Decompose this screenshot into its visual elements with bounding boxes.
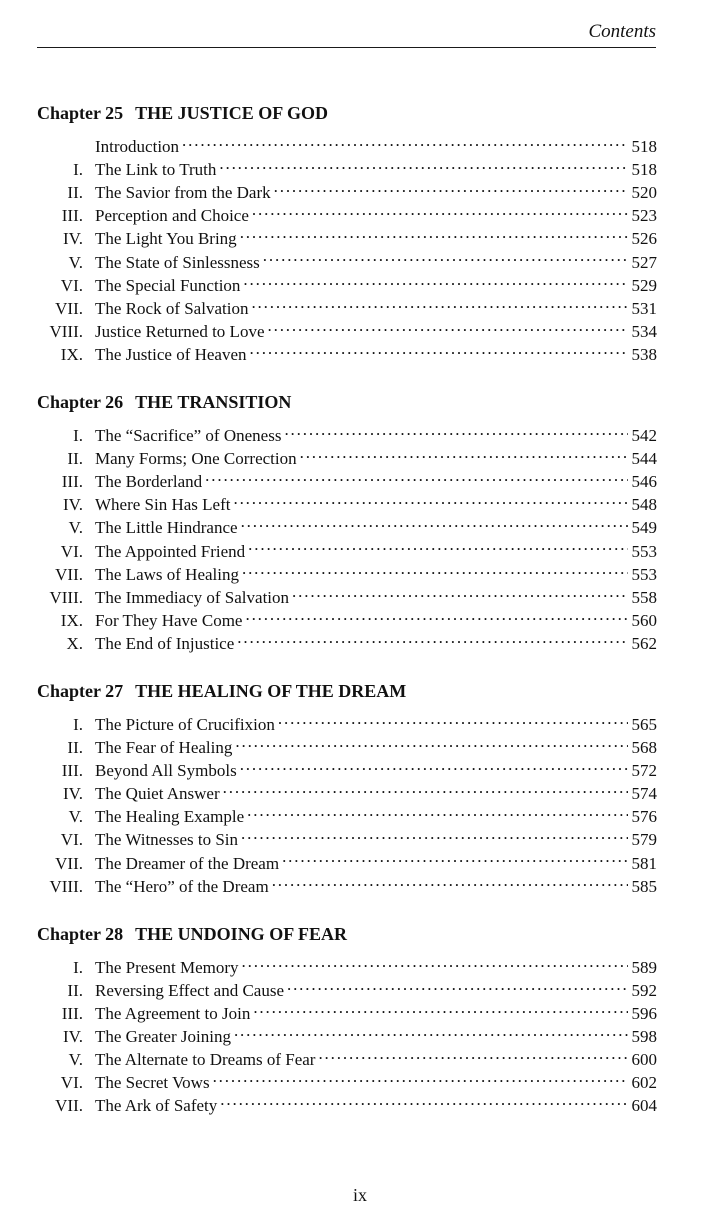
section-number: IX. [60,610,83,630]
section-number: I. [73,160,83,180]
page-reference: 576 [631,807,657,827]
dot-leader [182,129,628,152]
section-number: I. [73,957,83,977]
chapter-title: THE TRANSITION [135,391,292,412]
dot-leader [318,1042,628,1065]
dot-leader [243,268,628,291]
page-reference: 565 [631,714,657,734]
section-title: The State of Sinlessness [95,252,260,272]
section-number: II. [67,738,83,758]
section-title: The Immediacy of Salvation [95,587,290,607]
section-title: Many Forms; One Correction [95,449,297,469]
dot-leader [240,221,628,244]
chapter-section [37,390,657,653]
section-number: III. [61,206,83,226]
dot-leader [205,464,628,487]
toc-entry [37,707,657,734]
section-title: The Laws of Healing [95,564,239,584]
page-reference: 542 [631,426,657,446]
page-reference: 546 [631,472,657,492]
page-reference: 560 [631,610,657,630]
dot-leader [213,1065,628,1088]
section-title: The Picture of Crucifixion [95,714,275,734]
section-title: The Light You Bring [95,229,237,249]
dot-leader [241,510,628,533]
section-number: IV. [63,229,83,249]
page-reference: 527 [631,252,657,272]
dot-leader [263,244,628,267]
dot-leader [274,175,628,198]
chapter-section [37,679,657,896]
toc-entry [37,418,657,446]
dot-leader [251,291,628,314]
section-title: The End of Injustice [95,633,235,653]
section-number: V. [68,1050,83,1070]
section-title: Perception and Choice [95,206,249,226]
page-reference: 596 [631,1003,657,1023]
section-number: IX. [60,344,83,364]
dot-leader [268,314,629,337]
section-title: Beyond All Symbols [95,761,237,781]
section-title: The Fear of Healing [95,738,233,758]
section-title: The Savior from the Dark [95,183,271,203]
page-reference: 604 [631,1096,657,1116]
chapter-section [37,101,657,364]
dot-leader [240,753,628,776]
chapter-heading [37,390,657,414]
section-number: I. [73,426,83,446]
dot-leader [242,950,628,973]
running-header-title: Contents [588,21,656,42]
page-reference: 548 [631,495,657,515]
section-number: VIII. [49,321,83,341]
section-number: IV. [63,1027,83,1046]
chapter-heading [37,922,657,946]
section-title: The Ark of Safety [95,1096,218,1116]
section-title: Reversing Effect and Cause [95,980,284,1000]
dot-leader [247,799,628,822]
chapter-heading [37,101,657,125]
page-reference: 592 [631,980,657,1000]
section-number: II. [67,449,83,469]
section-title: The Borderland [95,472,203,492]
page-reference: 544 [631,449,657,469]
section-title: Justice Returned to Love [95,321,265,341]
dot-leader [223,776,628,799]
section-title: The Healing Example [95,807,245,827]
page-reference: 589 [631,957,657,977]
page-reference: 602 [631,1073,657,1093]
page-reference: 585 [631,876,657,896]
page-reference: 520 [631,183,657,203]
page-reference: 523 [631,206,657,226]
section-number: X. [66,633,83,653]
chapter-label: Chapter 28 [37,923,124,944]
chapter-heading [37,679,657,703]
section-title: The Appointed Friend [95,541,246,561]
section-number: VII. [55,853,83,873]
dot-leader [287,973,628,996]
dot-leader [284,418,628,441]
page-reference: 600 [631,1050,657,1070]
chapter-title: THE HEALING OF THE DREAM [135,680,407,701]
section-title: The Present Memory [95,957,239,977]
dot-leader [235,730,628,753]
section-title: The “Hero” of the Dream [95,876,269,896]
chapter-label: Chapter 27 [37,680,124,701]
dot-leader [252,198,628,221]
section-number: IV. [63,495,83,515]
dot-leader [242,557,628,580]
dot-leader [250,337,628,360]
dot-leader [278,707,628,730]
dot-leader [234,1019,628,1042]
section-number: VI. [60,275,83,295]
dot-leader [282,845,628,868]
chapter-label: Chapter 26 [37,391,124,412]
section-number: VIII. [49,876,83,896]
toc-entry [37,950,657,977]
page-reference: 526 [631,229,657,249]
running-header [37,0,656,49]
section-number: III. [61,1003,83,1023]
dot-leader [248,533,628,556]
section-title: The Alternate to Dreams of Fear [95,1050,316,1070]
page-number: ix [352,1185,367,1205]
section-title: The “Sacrifice” of Oneness [95,426,282,446]
section-title: The Secret Vows [95,1073,210,1093]
dot-leader [272,869,628,892]
section-title: The Rock of Salvation [95,298,249,318]
section-title: The Link to Truth [95,160,217,180]
page-reference: 553 [631,541,657,561]
chapter-section [37,922,657,1116]
section-number: II. [67,183,83,203]
section-number: VI. [60,541,83,561]
dot-leader [237,626,628,649]
page-reference: 558 [631,587,657,607]
chapter-label: Chapter 25 [37,103,124,123]
dot-leader [245,603,628,626]
section-title: Where Sin Has Left [95,495,231,515]
dot-leader [241,822,628,845]
dot-leader [253,996,628,1019]
page-reference: 572 [631,761,657,781]
chapter-title: THE JUSTICE OF GOD [135,103,329,123]
section-number: VII. [55,564,83,584]
section-number: VI. [60,830,83,850]
page-reference: 531 [631,298,657,318]
section-number: III. [61,472,83,492]
table-of-contents [37,101,657,1116]
dot-leader [220,1088,628,1111]
section-title: Introduction [95,137,180,157]
dot-leader [292,580,628,603]
page-reference: 534 [631,321,657,341]
page-reference: 581 [631,853,657,873]
dot-leader [300,441,628,464]
section-number: V. [68,807,83,827]
section-number: II. [67,980,83,1000]
section-number: IV. [63,784,83,804]
header-rule [37,47,656,48]
page-reference: 562 [631,633,657,653]
section-title: The Agreement to Join [95,1003,251,1023]
section-number: III. [61,761,83,781]
chapter-title: THE UNDOING OF FEAR [135,923,348,944]
page-reference: 529 [631,275,657,295]
section-number: VI. [60,1073,83,1093]
section-number: VIII. [49,587,83,607]
section-title: The Justice of Heaven [95,344,247,364]
page-reference: 574 [631,784,657,804]
dot-leader [219,152,628,175]
section-title: The Witnesses to Sin [95,830,239,850]
page-reference: 518 [631,160,657,180]
section-title: The Little Hindrance [95,518,238,538]
page-reference: 518 [631,137,657,157]
page-reference: 598 [631,1027,657,1046]
page-reference: 553 [631,564,657,584]
section-title: The Special Function [95,275,241,295]
section-number: V. [68,252,83,272]
section-title: The Quiet Answer [95,784,220,804]
section-title: For They Have Come [95,610,243,630]
section-number: VII. [55,298,83,318]
section-title: The Dreamer of the Dream [95,853,280,873]
page-reference: 549 [631,518,657,538]
section-number: I. [73,714,83,734]
section-number: V. [68,518,83,538]
page-reference: 538 [631,344,657,364]
dot-leader [233,487,628,510]
page-reference: 579 [631,830,657,850]
toc-entry [37,129,657,157]
section-title: The Greater Joining [95,1027,231,1046]
page-reference: 568 [631,738,657,758]
section-number: VII. [55,1096,83,1116]
